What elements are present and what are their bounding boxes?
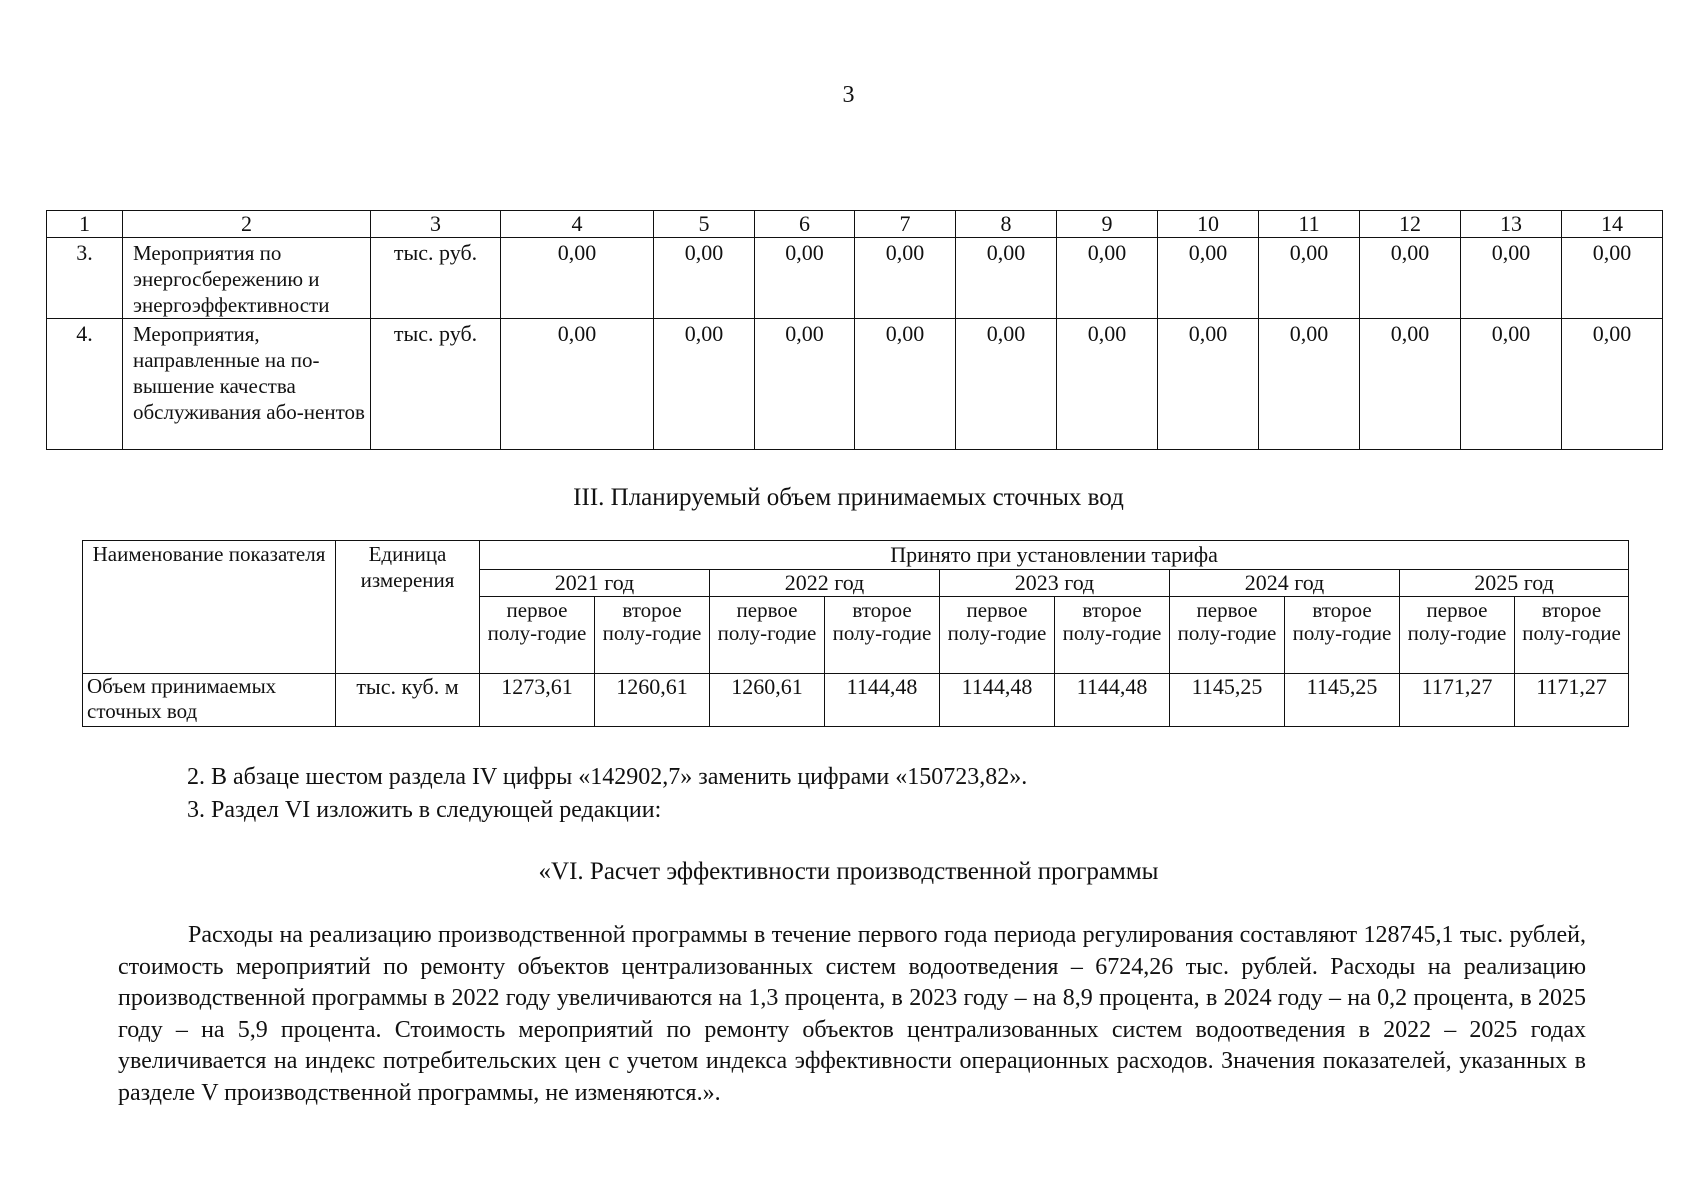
table-cell: 0,00 — [956, 238, 1057, 319]
row-unit: тыс. руб. — [371, 238, 501, 319]
table-cell: 0,00 — [855, 238, 956, 319]
table-cell: 0,00 — [654, 238, 755, 319]
column-number: 11 — [1259, 211, 1360, 238]
table-cell: 0,00 — [1158, 319, 1259, 450]
column-number: 7 — [855, 211, 956, 238]
column-number: 8 — [956, 211, 1057, 238]
table-row — [83, 674, 1629, 727]
column-number: 14 — [1562, 211, 1663, 238]
table-cell: 0,00 — [755, 319, 855, 450]
half-year-header: второе полу-годие — [825, 597, 940, 674]
half-year-header: второе полу-годие — [1515, 597, 1629, 674]
year-header: 2023 год — [940, 570, 1170, 597]
column-number: 10 — [1158, 211, 1259, 238]
column-number: 9 — [1057, 211, 1158, 238]
half-year-header: второе полу-годие — [595, 597, 710, 674]
column-number: 2 — [123, 211, 371, 238]
table-cell: 0,00 — [1360, 319, 1461, 450]
year-header: 2024 год — [1170, 570, 1400, 597]
row-name: Мероприятия, направленные на по-вышение качества обслуживания або-нентов — [123, 319, 371, 450]
year-header: 2025 год — [1400, 570, 1629, 597]
wastewater-volume-table — [82, 540, 1629, 727]
measures-table — [46, 210, 1663, 450]
row-unit: тыс. руб. — [371, 319, 501, 450]
table-row — [47, 319, 1663, 450]
table-cell: 0,00 — [1259, 238, 1360, 319]
table-cell: 1145,25 — [1285, 674, 1400, 727]
table-cell: 0,00 — [1360, 238, 1461, 319]
year-header: 2022 год — [710, 570, 940, 597]
table-cell: 1144,48 — [825, 674, 940, 727]
table-cell: 0,00 — [956, 319, 1057, 450]
table-cell: 1144,48 — [1055, 674, 1170, 727]
column-number: 4 — [501, 211, 654, 238]
half-year-header: второе полу-годие — [1285, 597, 1400, 674]
table-cell: 0,00 — [1461, 319, 1562, 450]
paragraph-2: 2. В абзаце шестом раздела IV цифры «142902,7» заменить цифрами «150723,82». — [187, 764, 1028, 790]
table-cell: 1144,48 — [940, 674, 1055, 727]
table-cell: 0,00 — [1158, 238, 1259, 319]
column-number: 3 — [371, 211, 501, 238]
section-6-title: «VI. Расчет эффективности производственной программы — [538, 858, 1159, 885]
table-cell: 0,00 — [1562, 319, 1663, 450]
table-cell: 1171,27 — [1515, 674, 1629, 727]
half-year-header: первое полу-годие — [1400, 597, 1515, 674]
year-header: 2021 год — [480, 570, 710, 597]
table-cell: 0,00 — [1057, 238, 1158, 319]
table-cell: 0,00 — [1562, 238, 1663, 319]
table-cell: 1145,25 — [1170, 674, 1285, 727]
half-year-header: первое полу-годие — [940, 597, 1055, 674]
table-cell: 0,00 — [755, 238, 855, 319]
column-number: 1 — [47, 211, 123, 238]
half-year-header: первое полу-годие — [1170, 597, 1285, 674]
table-cell: 0,00 — [501, 319, 654, 450]
row-name: Мероприятия по энергосбережению и энергоэффективности — [123, 238, 371, 319]
column-number: 13 — [1461, 211, 1562, 238]
column-unit: Единица измерения — [336, 541, 480, 674]
row-name: Объем принимаемых сточных вод — [83, 674, 336, 727]
table-cell: 0,00 — [1259, 319, 1360, 450]
half-year-header: второе полу-годие — [1055, 597, 1170, 674]
group-header: Принято при установлении тарифа — [480, 541, 1629, 570]
column-number: 6 — [755, 211, 855, 238]
table-cell: 1273,61 — [480, 674, 595, 727]
column-number: 5 — [654, 211, 755, 238]
row-number: 4. — [47, 319, 123, 450]
table-cell: 0,00 — [654, 319, 755, 450]
table-cell: 0,00 — [501, 238, 654, 319]
table-row — [47, 238, 1663, 319]
column-number: 12 — [1360, 211, 1461, 238]
page-number: 3 — [842, 82, 855, 108]
paragraph-3: 3. Раздел VI изложить в следующей редакции: — [187, 797, 662, 823]
table-cell: 1260,61 — [595, 674, 710, 727]
body-paragraph: Расходы на реализацию производственной программы в течение первого года периода регулирования составляют 128745,1 тыс. рублей, стоимость мероприятий по ремонту объектов централизованных систем водоотведения – 6724,26 тыс. рублей. Расходы на реализацию производственной программы в 2022 году увеличиваются на 1,3 процента, в 2023 году – на 8,9 процента, в 2024 году – на 0,2 процента, в 2025 году – на 5,9 процента. Стоимость мероприятий по ремонту объектов централизованных систем водоотведения в 2022 – 2025 годах увеличивается на индекс потребительских цен с учетом индекса эффективности операционных расходов. Значения показателей, указанных в разделе V производственной программы, не изменяются.». — [118, 922, 1586, 1106]
table-cell: 0,00 — [1461, 238, 1562, 319]
table-cell: 0,00 — [1057, 319, 1158, 450]
section-3-title: III. Планируемый объем принимаемых сточных вод — [573, 484, 1124, 511]
half-year-header: первое полу-годие — [480, 597, 595, 674]
column-indicator-name: Наименование показателя — [83, 541, 336, 674]
table-cell: 1171,27 — [1400, 674, 1515, 727]
table-cell: 1260,61 — [710, 674, 825, 727]
table-cell: 0,00 — [855, 319, 956, 450]
table-header-row — [47, 211, 1663, 238]
row-unit: тыс. куб. м — [336, 674, 480, 727]
row-number: 3. — [47, 238, 123, 319]
half-year-header: первое полу-годие — [710, 597, 825, 674]
